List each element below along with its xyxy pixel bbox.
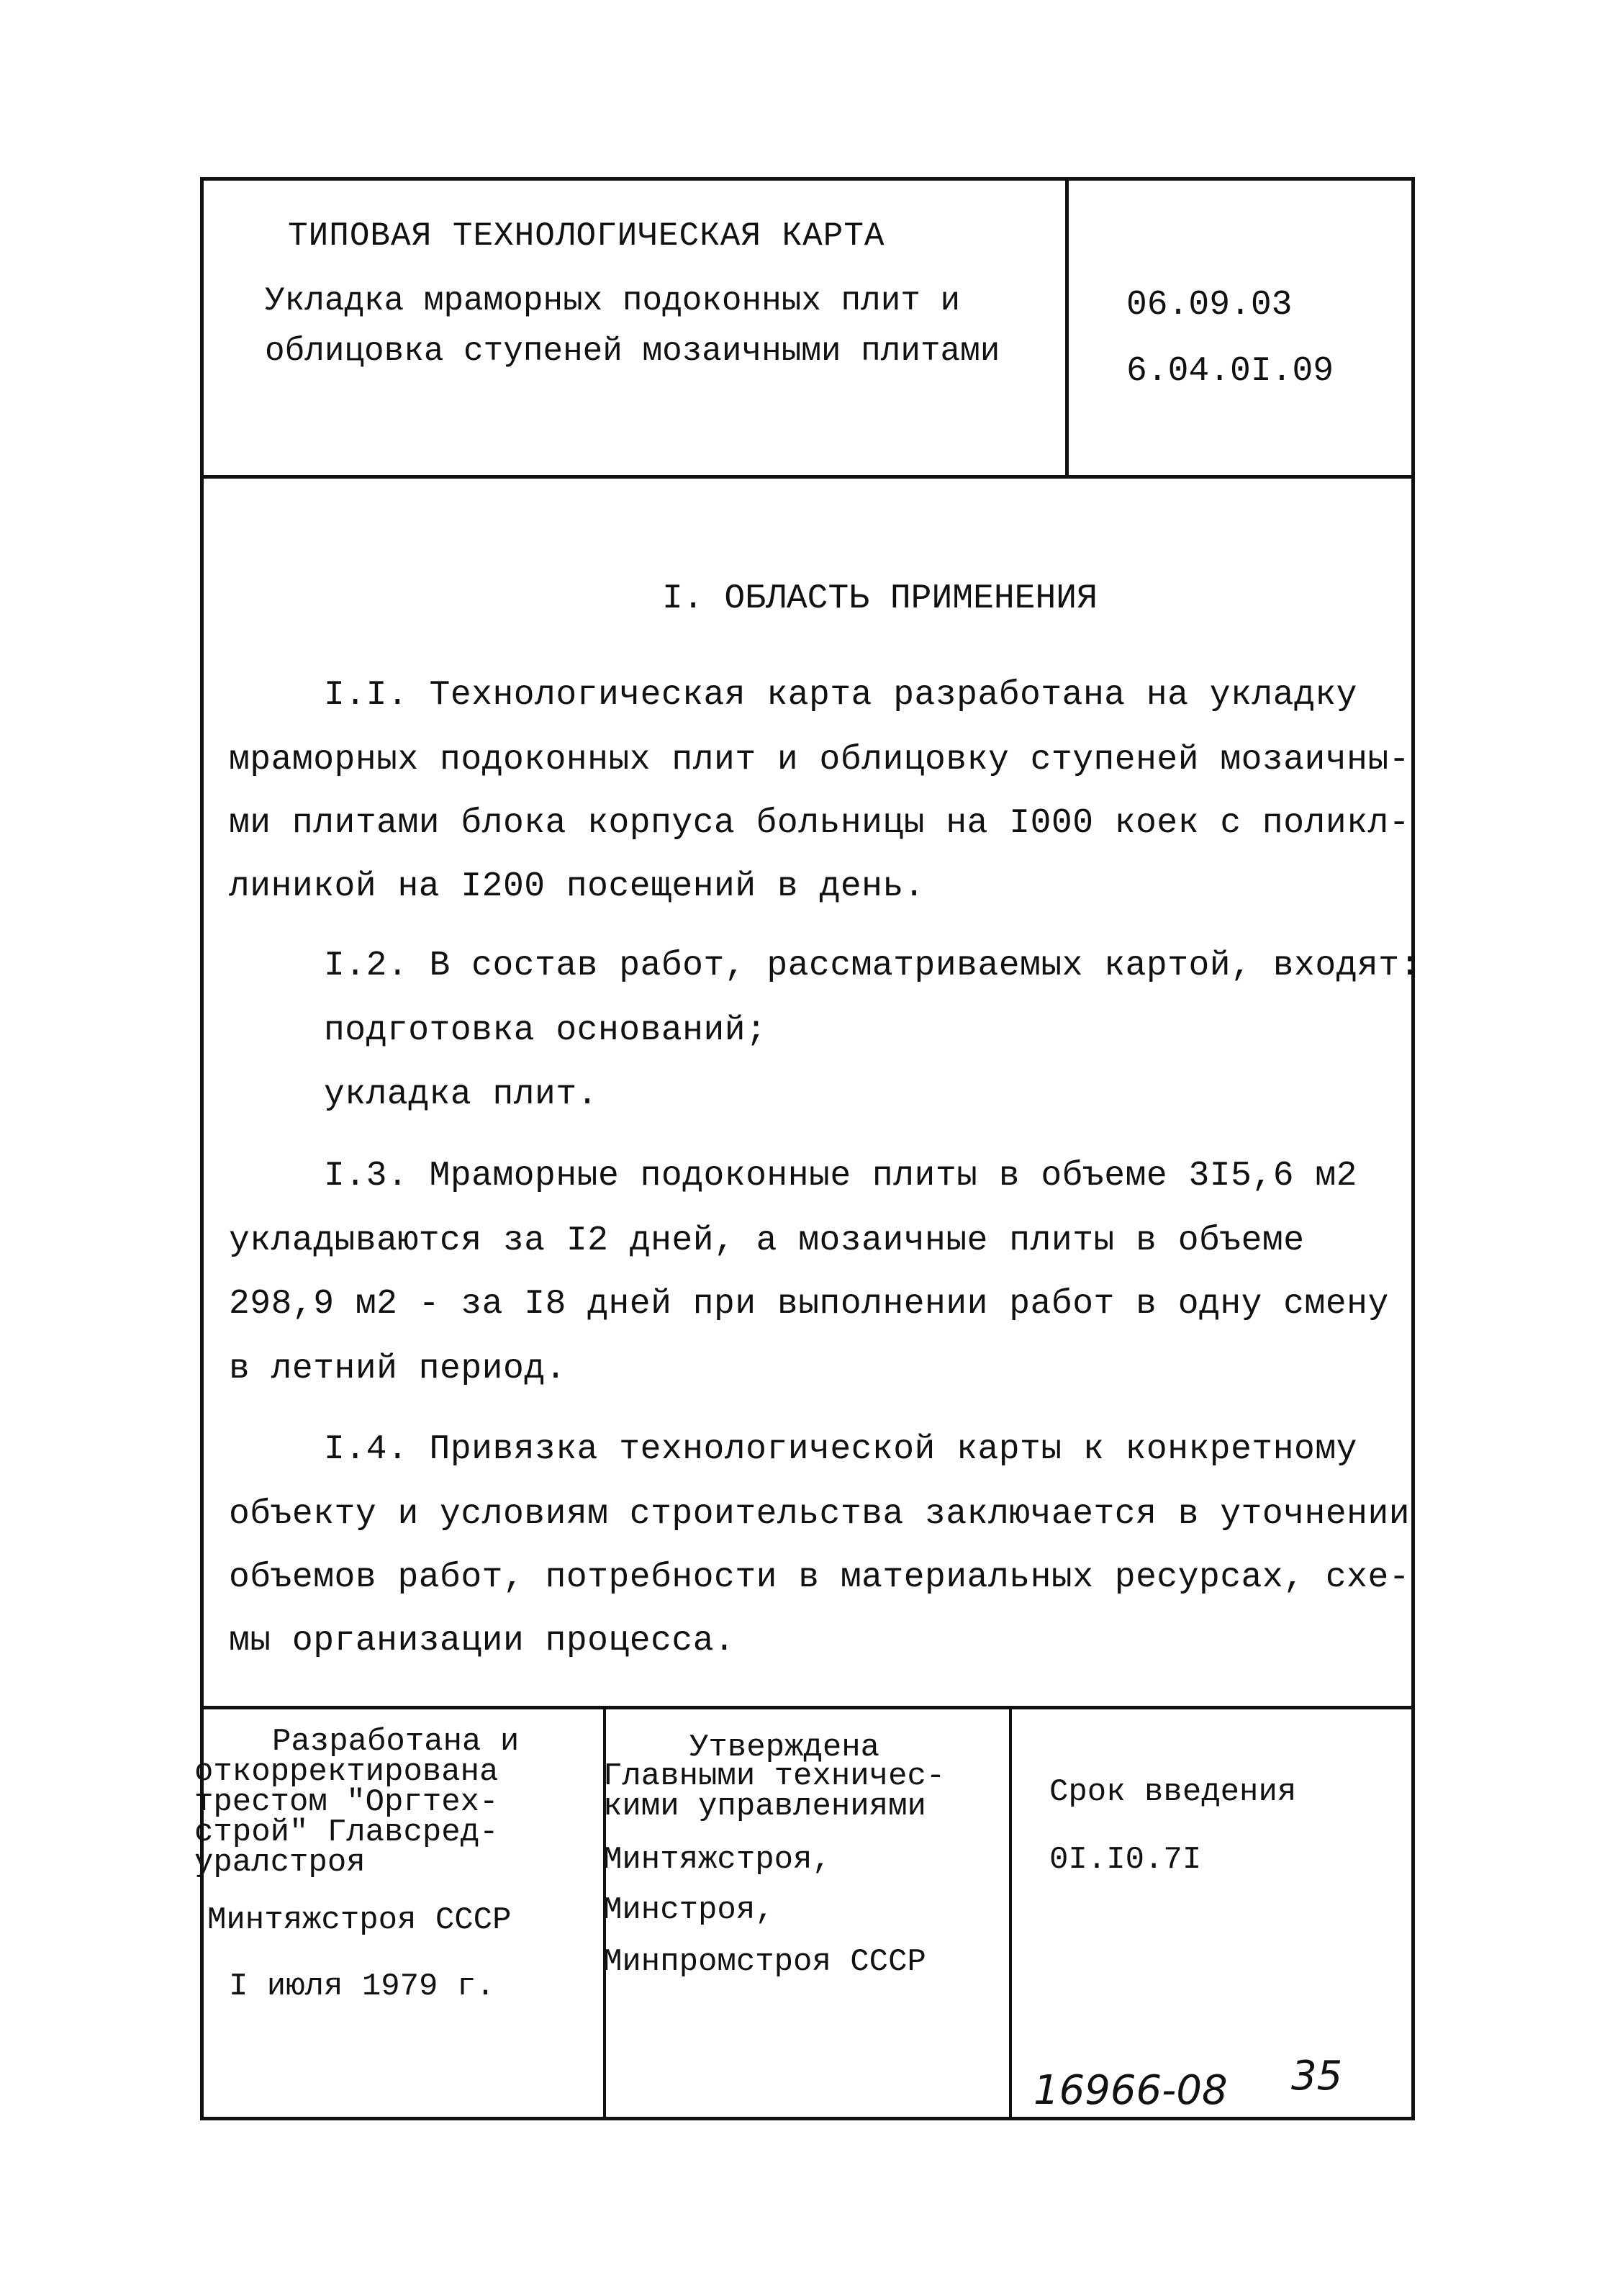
effective-date-value: 0I.I0.7I [1049,1842,1202,1878]
header-divider [200,475,1415,479]
developer-line: трестом "Оргтех- [194,1784,499,1820]
paragraph-line: мы организации процесса. [229,1622,736,1660]
handwritten-registration-number: 16966-08 [1033,2067,1228,2114]
document-code-2: 6.04.0I.09 [1126,352,1334,391]
paragraph-line: I.4. Привязка технологической карты к конкретному [324,1430,1357,1469]
paragraph-line: объемов работ, потребности в материальных ресурсах, схе- [229,1558,1411,1597]
paragraph-line: I.3. Мраморные подоконные плиты в объеме 3I5,6 м2 [324,1157,1357,1196]
section-heading: I. ОБЛАСТЬ ПРИМЕНЕНИЯ [662,579,1098,618]
paragraph-line: мраморных подоконных плит и облицовку ступеней мозаичны- [229,741,1411,779]
developer-line: строй" Главсред- [194,1814,499,1850]
effective-date-label: Срок введения [1049,1774,1297,1810]
developer-line: откорректирована [194,1754,499,1790]
footer-column-divider-2 [1009,1706,1012,2120]
handwritten-page-number: 35 [1291,2053,1343,2100]
document-code-1: 06.09.03 [1126,286,1293,325]
developer-line: Минтяжстроя СССР [207,1902,512,1938]
paragraph-line: 298,9 м2 - за I8 дней при выполнении работ в одну смену [229,1285,1389,1324]
developer-date: I июля 1979 г. [229,1969,495,2005]
document-title: ТИПОВАЯ ТЕХНОЛОГИЧЕСКАЯ КАРТА [288,217,885,255]
document-subtitle-line-1: Укладка мраморных подоконных плит и [265,282,961,320]
approval-line: Главными техничес- [603,1758,946,1794]
header-column-divider [1065,177,1069,476]
paragraph-line: I.2. В состав работ, рассматриваемых картой, входят: [324,946,1421,985]
paragraph-line: укладываются за I2 дней, а мозаичные плиты в объеме [229,1221,1305,1260]
developer-line: уралстроя [194,1845,366,1881]
approval-line: Утверждена [689,1730,880,1766]
paragraph-line: объекту и условиям строительства заключается в уточнении [229,1495,1411,1534]
developer-line: Разработана и [272,1724,520,1760]
paragraph-line: линикой на I200 посещений в день. [229,867,926,906]
approval-line: Минтяжстроя, [603,1842,831,1878]
approval-line: Минстроя, [603,1892,774,1928]
paragraph-line: в летний период. [229,1350,566,1388]
document-subtitle-line-2: облицовка ступеней мозаичными плитами [265,333,1000,370]
paragraph-line: I.I. Технологическая карта разработана на укладку [324,676,1357,715]
paragraph-line: подготовка оснований; [324,1011,767,1050]
footer-divider [200,1706,1415,1709]
paragraph-line: укладка плит. [324,1075,598,1114]
approval-line: кими управлениями [603,1789,926,1825]
paragraph-line: ми плитами блока корпуса больницы на I000 коек с поликл- [229,804,1411,843]
approval-line: Минпромстроя СССР [603,1944,926,1980]
